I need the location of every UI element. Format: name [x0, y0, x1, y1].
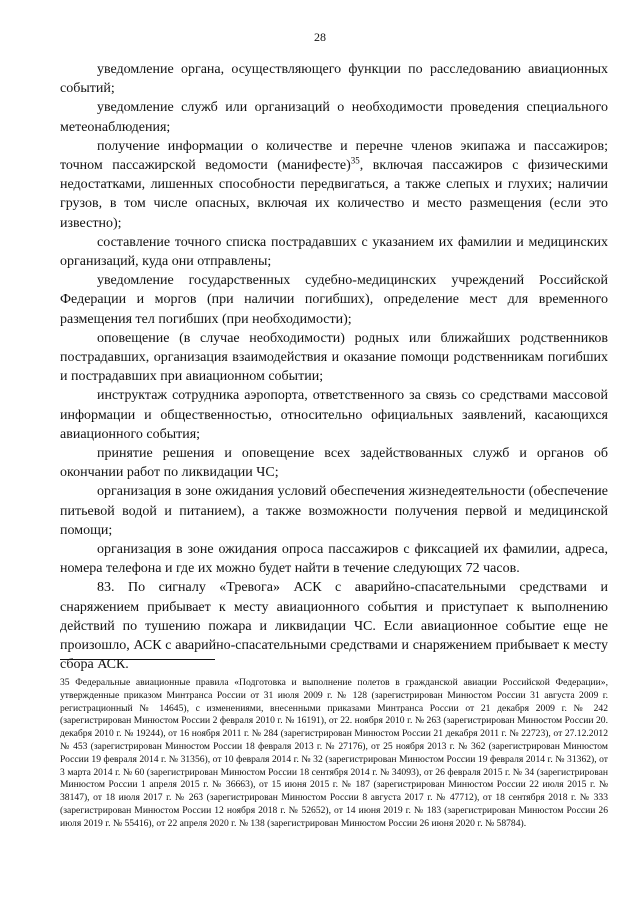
page-number: 28	[314, 30, 326, 44]
paragraph-crew-passenger-info	[60, 137, 608, 233]
footnote-35: 35 Федеральные авиационные правила «Подготовка и выполнение полетов в гражданской авиации Российской Федерации», утвержденные приказом Минтранса России от 31 июля 2009 г. № 128 (зарегистрирован Минюстом России 31 августа 2009 г. регистрационный № 14645), с изменениями, внесенными приказами Минтранса России от 21 декабря 2009 г. № 242 (зарегистрирован Минюстом России 2 февраля 2010 г. № 16191), от 22. ноября 2010 г. № 263 (зарегистрирован Минюстом России 20. декабря 2010 г. № 19244), от 16 ноября 2011 г. № 284 (зарегистрирован Минюстом России 21 декабря 2011 г. № 22723), от 27.12.2012 № 453 (зарегистрирован Минюстом России 18 февраля 2013 г. № 27176), от 25 ноября 2013 г. № 362 (зарегистрирован Минюстом России 19 февраля 2014 г. № 31356), от 10 февраля 2014 г. № 32 (зарегистрирован Минюстом России 19 февраля 2014 г. № 31362), от 3 марта 2014 г. № 60 (зарегистрирован Минюстом России 18 сентября 2014 г. № 34093), от 26 февраля 2015 г. № 34 (зарегистрирован Минюстом России 1 апреля 2015 г. № 36663), от 15 июня 2015 г. № 187 (зарегистрирован Минюстом России 22 июля 2015 г. № 38147), от 18 июля 2017 г. № 263 (зарегистрирован Минюстом России 8 августа 2017 г. № 47712), от 18 сентября 2018 г. № 333 (зарегистрирован Минюстом России 12 ноября 2018 г. № 52652), от 14 июня 2019 г. № 183 (зарегистрирован Минюстом России 26 июля 2019 г. № 55416), от 22 апреля 2020 г. № 138 (зарегистрирован Минюстом России 26 июня 2020 г. № 58784).	[60, 677, 608, 829]
document-body	[60, 60, 608, 675]
paragraph-crew-passenger-info-start: получение информации о количестве и перечне членов экипажа и пассажиров; точном пассажирской ведомости (манифесте)	[60, 138, 608, 174]
paragraph-meteo-notice: уведомление служб или организаций о необходимости проведения специального метеонаблюдения;	[60, 100, 608, 135]
paragraph-end-of-works: принятие решения и оповещение всех задействованных служб и органов об окончании работ по ликвидации ЧС;	[60, 446, 608, 481]
paragraph-victims-list: составление точного списка пострадавших с указанием их фамилии и медицинских организаций, куда они отправлены;	[60, 234, 608, 270]
paragraph-relatives-notice: оповещение (в случае необходимости) родных или ближайших родственников пострадавших, организация взаимодействия и оказание помощи родственникам погибших и пострадавших при авиационном событии;	[60, 330, 608, 385]
footnote-divider	[60, 659, 215, 660]
paragraph-waiting-zone-support: организация в зоне ожидания условий обеспечения жизнедеятельности (обеспечение питьевой водой и питанием), а также возможности получения первой и медицинской помощи;	[60, 484, 608, 538]
paragraph-media-briefing: инструктаж сотрудника аэропорта, ответственного за связь со средствами массовой информации и общественностью, относительно официальных заявлений, касающихся авиационного события;	[60, 388, 608, 442]
paragraph-forensic-notice: уведомление государственных судебно-медицинских учреждений Российской Федерации и моргов (при наличии погибших), определение мест для временного размещения тел погибших (при необходимости);	[60, 273, 608, 327]
footnote-reference: 35	[350, 155, 360, 166]
paragraph-investigation-notice: уведомление органа, осуществляющего функции по расследованию авиационных событий;	[60, 62, 608, 97]
paragraph-passenger-survey: организация в зоне ожидания опроса пассажиров с фиксацией их фамилии, адреса, номера телефона и где их можно будет найти в течение следующих 72 часов.	[60, 542, 608, 577]
paragraph-83-alarm-signal: 83. По сигналу «Тревога» АСК с аварийно-спасательными средствами и снаряжением прибывает к месту авиационного события и приступает к выполнению действий по тушению пожара и ликвидации ЧС. Если авиационное событие еще не произошло, АСК с аварийно-спасательными средствами и снаряжением прибывает к месту сбора АСК.	[60, 580, 608, 673]
paragraph-crew-passenger-info-end: , включая пассажиров с физическими недостатками, лишенных способности передвигаться, а также слепых и глухих; наличии грузов, в том числе опасных, включая их количество и место размещения (если это известно);	[60, 158, 608, 231]
